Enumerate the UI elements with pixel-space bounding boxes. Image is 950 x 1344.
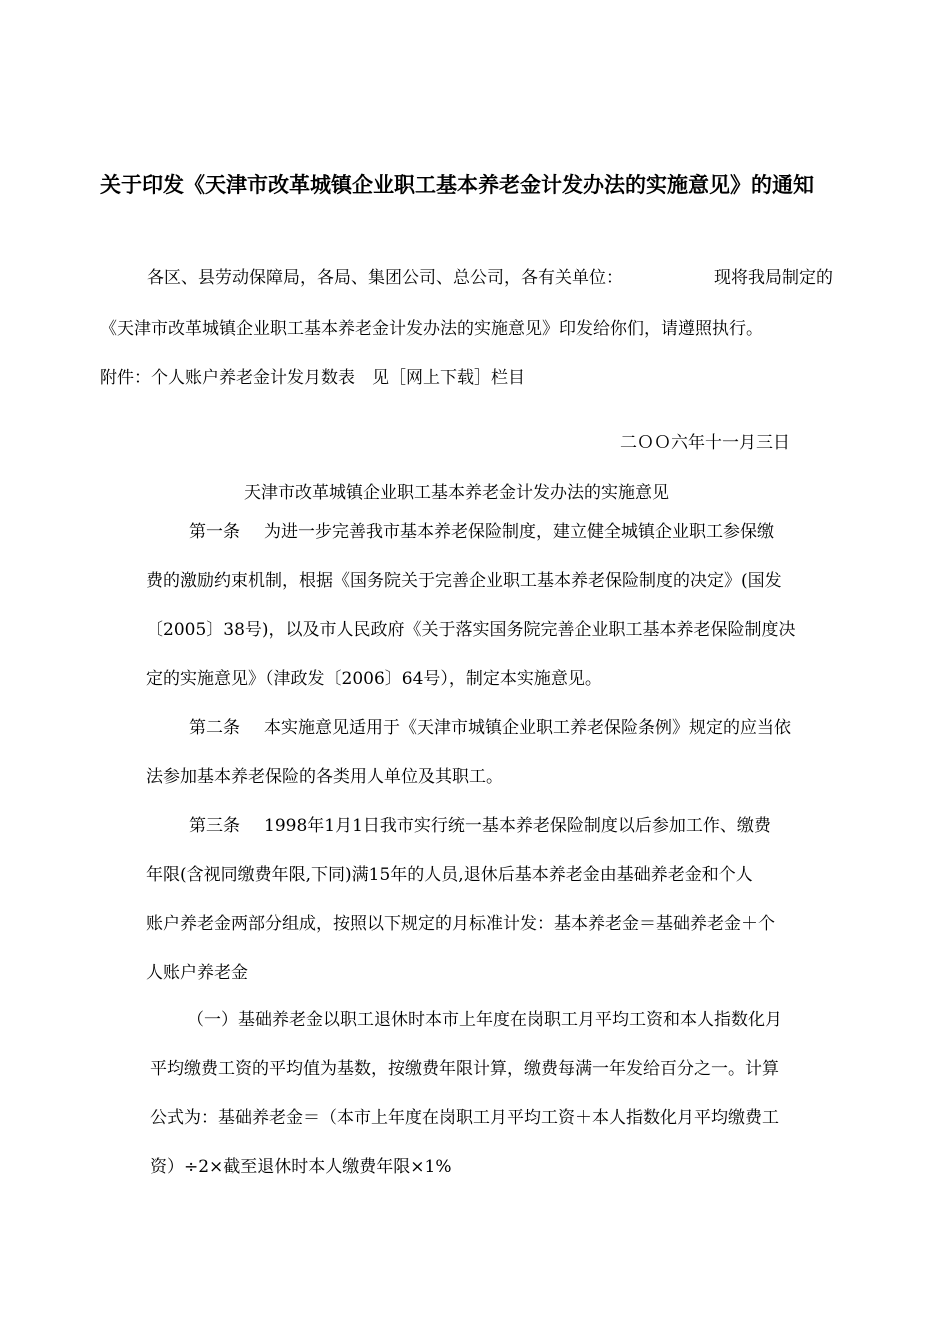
item-1-line: （一）基础养老金以职工退休时本市上年度在岗职工月平均工资和本人指数化月	[187, 1010, 782, 1030]
document-subtitle: 天津市改革城镇企业职工基本养老金计发办法的实施意见	[244, 483, 669, 503]
attachment-line: 附件：个人账户养老金计发月数表 见［网上下载］栏目	[100, 368, 525, 388]
article-2-label: 第二条	[189, 718, 240, 738]
article-3	[146, 802, 775, 998]
article-3-label: 第三条	[189, 816, 240, 836]
notice-body: 《天津市改革城镇企业职工基本养老金计发办法的实施意见》印发给你们，请遵照执行。	[100, 319, 763, 339]
item-1-line: 平均缴费工资的平均值为基数，按缴费年限计算，缴费每满一年发给百分之一。计算	[150, 1059, 779, 1079]
addressee-line	[147, 266, 623, 290]
notice-date: 二ＯＯ六年十一月三日	[620, 433, 790, 453]
article-1-line: 定的实施意见》（津政发〔2006〕64号），制定本实施意见。	[146, 669, 602, 689]
article-1-line: 为进一步完善我市基本养老保险制度，建立健全城镇企业职工参保缴	[264, 522, 774, 542]
notice-opening-tail: 现将我局制定的	[714, 268, 833, 288]
item-1	[150, 996, 782, 1192]
article-3-line: 人账户养老金	[146, 963, 248, 983]
article-2-line: 本实施意见适用于《天津市城镇企业职工养老保险条例》规定的应当依	[264, 718, 791, 738]
article-2	[146, 704, 791, 802]
notice-title: 关于印发《天津市改革城镇企业职工基本养老金计发办法的实施意见》的通知	[100, 172, 814, 197]
article-2-line: 法参加基本养老保险的各类用人单位及其职工。	[146, 767, 503, 787]
addressee: 各区、县劳动保障局，各局、集团公司、总公司，各有关单位：	[147, 268, 623, 288]
article-3-line: 1998年1月1日我市实行统一基本养老保险制度以后参加工作、缴费	[264, 816, 771, 836]
item-1-line: 公式为：基础养老金＝（本市上年度在岗职工月平均工资＋本人指数化月平均缴费工	[150, 1108, 779, 1128]
article-3-line: 年限(含视同缴费年限,下同)满15年的人员,退休后基本养老金由基础养老金和个人	[146, 865, 753, 885]
article-1-line: 〔2005〕38号)，以及市人民政府《关于落实国务院完善企业职工基本养老保险制度决	[146, 620, 796, 640]
article-1-line: 费的激励约束机制，根据《国务院关于完善企业职工基本养老保险制度的决定》(国发	[146, 571, 782, 591]
article-1-label: 第一条	[189, 522, 240, 542]
item-1-line: 资）÷2×截至退休时本人缴费年限×1%	[150, 1157, 452, 1177]
article-1	[146, 508, 796, 704]
article-3-line: 账户养老金两部分组成，按照以下规定的月标准计发：基本养老金＝基础养老金＋个	[146, 914, 775, 934]
